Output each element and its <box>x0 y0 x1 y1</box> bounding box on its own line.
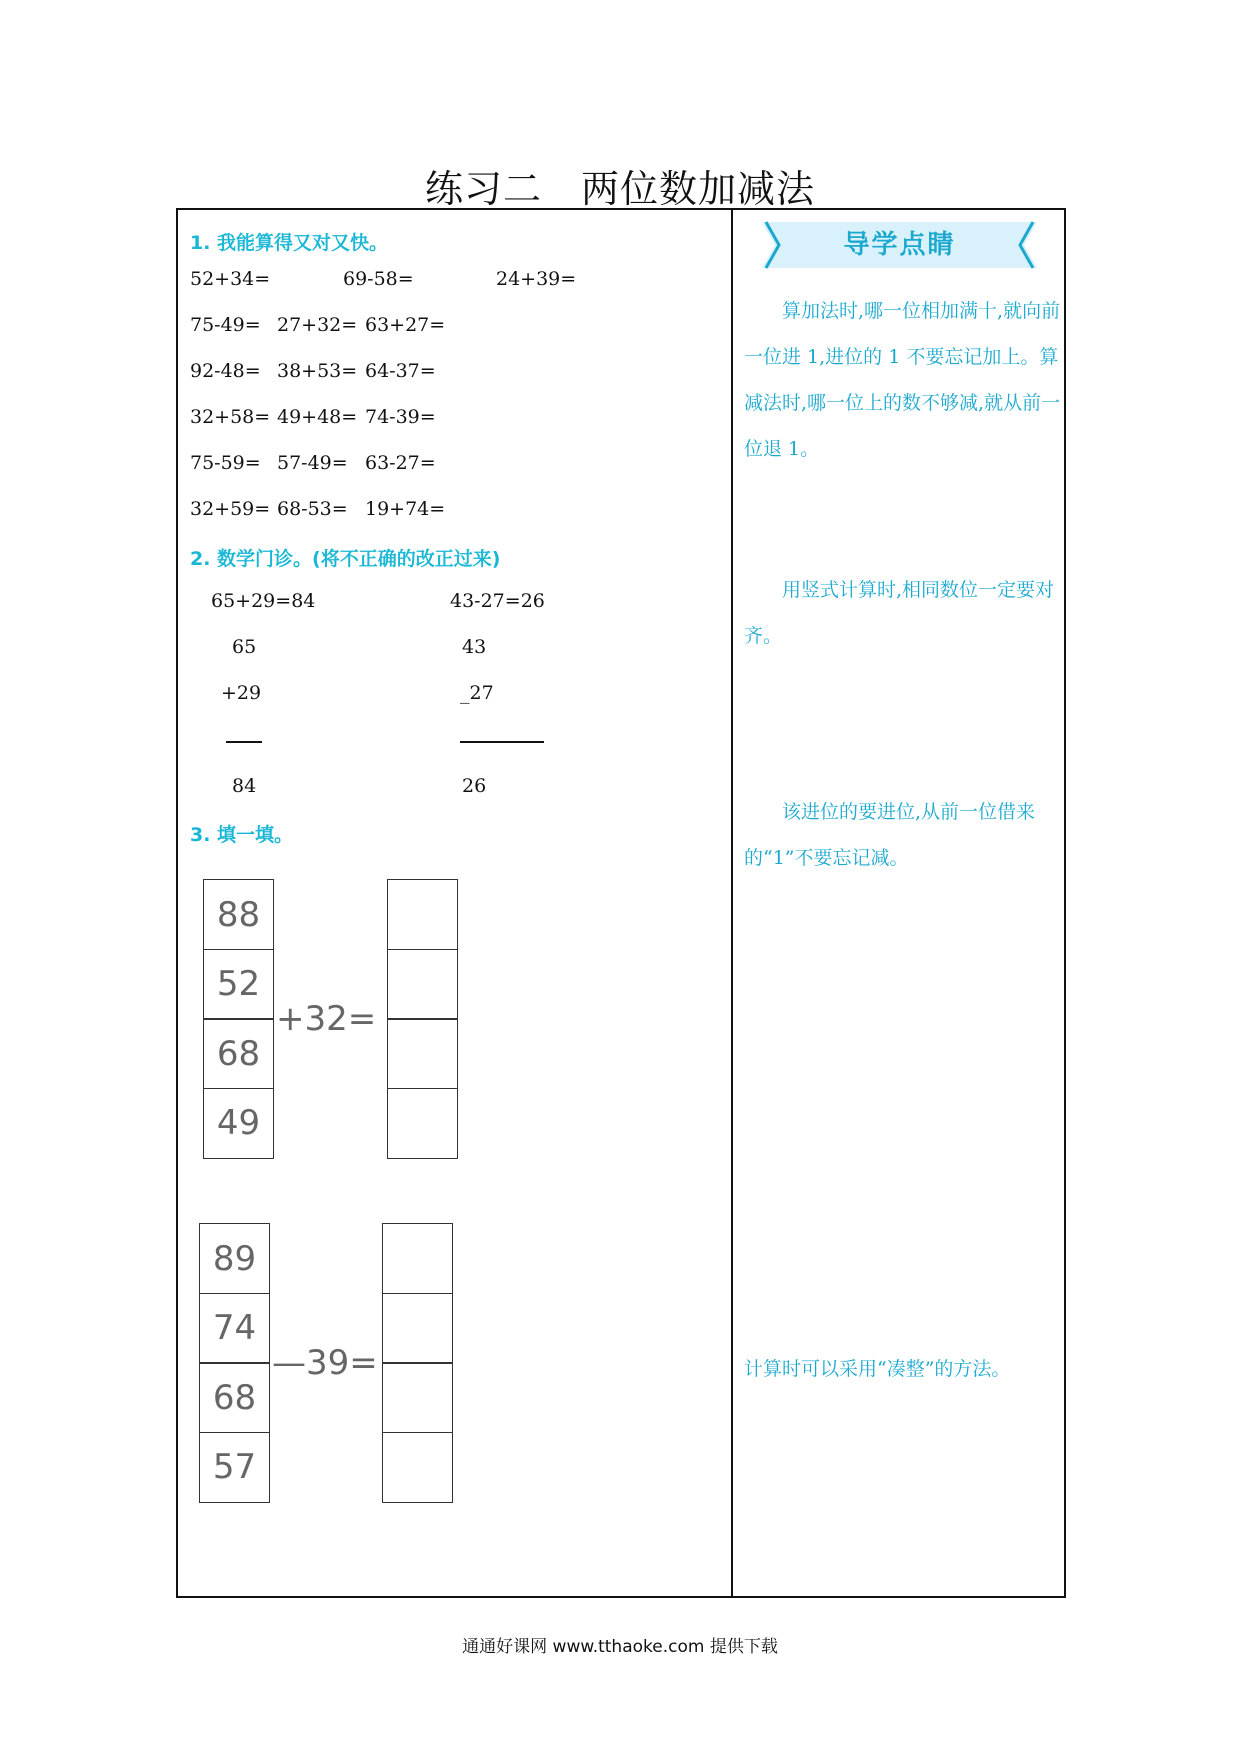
banner-title: 导学点睛 <box>843 230 956 260</box>
number-box: 52 <box>203 949 274 1020</box>
exercise: 32+59= <box>190 498 271 520</box>
exercise: 63-27= <box>365 452 436 474</box>
exercise: 75-59= <box>190 452 261 474</box>
answer-box[interactable] <box>382 1432 453 1503</box>
vertical-result-right: 26 <box>462 775 487 797</box>
vertical-second-right: _27 <box>460 682 494 704</box>
exercise: 74-39= <box>365 406 436 428</box>
number-box: 88 <box>203 879 274 950</box>
tip-text: 计算时可以采用“凑整”的方法。 <box>744 1358 1011 1380</box>
exercise: 32+58= <box>190 406 271 428</box>
answer-box[interactable] <box>387 1018 458 1089</box>
exercise: 24+39= <box>496 268 577 290</box>
number-column <box>199 1223 270 1503</box>
section3-heading: 3. 填一填。 <box>190 824 294 846</box>
operator-label: —39= <box>272 1343 378 1383</box>
number-column <box>203 879 274 1159</box>
equation-left: 65+29=84 <box>211 590 316 612</box>
number-box: 68 <box>199 1362 270 1433</box>
exercise: 52+34= <box>190 268 271 290</box>
exercise: 27+32= <box>277 314 358 336</box>
exercise: 19+74= <box>365 498 446 520</box>
number-box: 68 <box>203 1018 274 1089</box>
worksheet-table <box>176 208 1066 1598</box>
tip-text: 算加法时,哪一位相加满十,就向前一位进 1,进位的 1 不要忘记加上。算减法时,哪一位上的数不够减,就从前一位退 1。 <box>744 300 1061 460</box>
number-box: 89 <box>199 1223 270 1294</box>
answer-box[interactable] <box>382 1362 453 1433</box>
exercise: 38+53= <box>277 360 358 382</box>
vertical-top-left: 65 <box>232 636 257 658</box>
vertical-second-left: +29 <box>221 682 262 704</box>
exercise: 64-37= <box>365 360 436 382</box>
exercise: 68-53= <box>277 498 348 520</box>
vertical-result-left: 84 <box>232 775 257 797</box>
answer-box[interactable] <box>387 879 458 950</box>
exercise: 57-49= <box>277 452 348 474</box>
column-divider <box>731 210 733 1596</box>
section1-heading: 1. 我能算得又对又快。 <box>190 232 389 254</box>
section2-heading: 2. 数学门诊。(将不正确的改正过来) <box>190 548 501 570</box>
number-box: 57 <box>199 1432 270 1503</box>
answer-box[interactable] <box>382 1223 453 1294</box>
exercise: 63+27= <box>365 314 446 336</box>
equation-right: 43-27=26 <box>450 590 545 612</box>
number-box: 74 <box>199 1293 270 1364</box>
vertical-top-right: 43 <box>462 636 487 658</box>
answer-box[interactable] <box>382 1293 453 1364</box>
answer-column <box>382 1223 453 1503</box>
vertical-rule-right <box>460 741 544 743</box>
vertical-rule-left <box>226 741 262 743</box>
exercise: 75-49= <box>190 314 261 336</box>
operator-label: +32= <box>276 999 377 1039</box>
exercise: 92-48= <box>190 360 261 382</box>
answer-box[interactable] <box>387 1088 458 1159</box>
exercise: 69-58= <box>343 268 414 290</box>
answer-box[interactable] <box>387 949 458 1020</box>
exercise: 49+48= <box>277 406 358 428</box>
number-box: 49 <box>203 1088 274 1159</box>
tip-text: 该进位的要进位,从前一位借来的“1”不要忘记减。 <box>744 801 1036 869</box>
tip-text: 用竖式计算时,相同数位一定要对齐。 <box>744 579 1055 647</box>
page-title: 练习二 两位数加减法 <box>424 167 815 211</box>
footer-text: 通通好课网 www.tthaoke.com 提供下载 <box>462 1637 778 1657</box>
answer-column <box>387 879 458 1159</box>
